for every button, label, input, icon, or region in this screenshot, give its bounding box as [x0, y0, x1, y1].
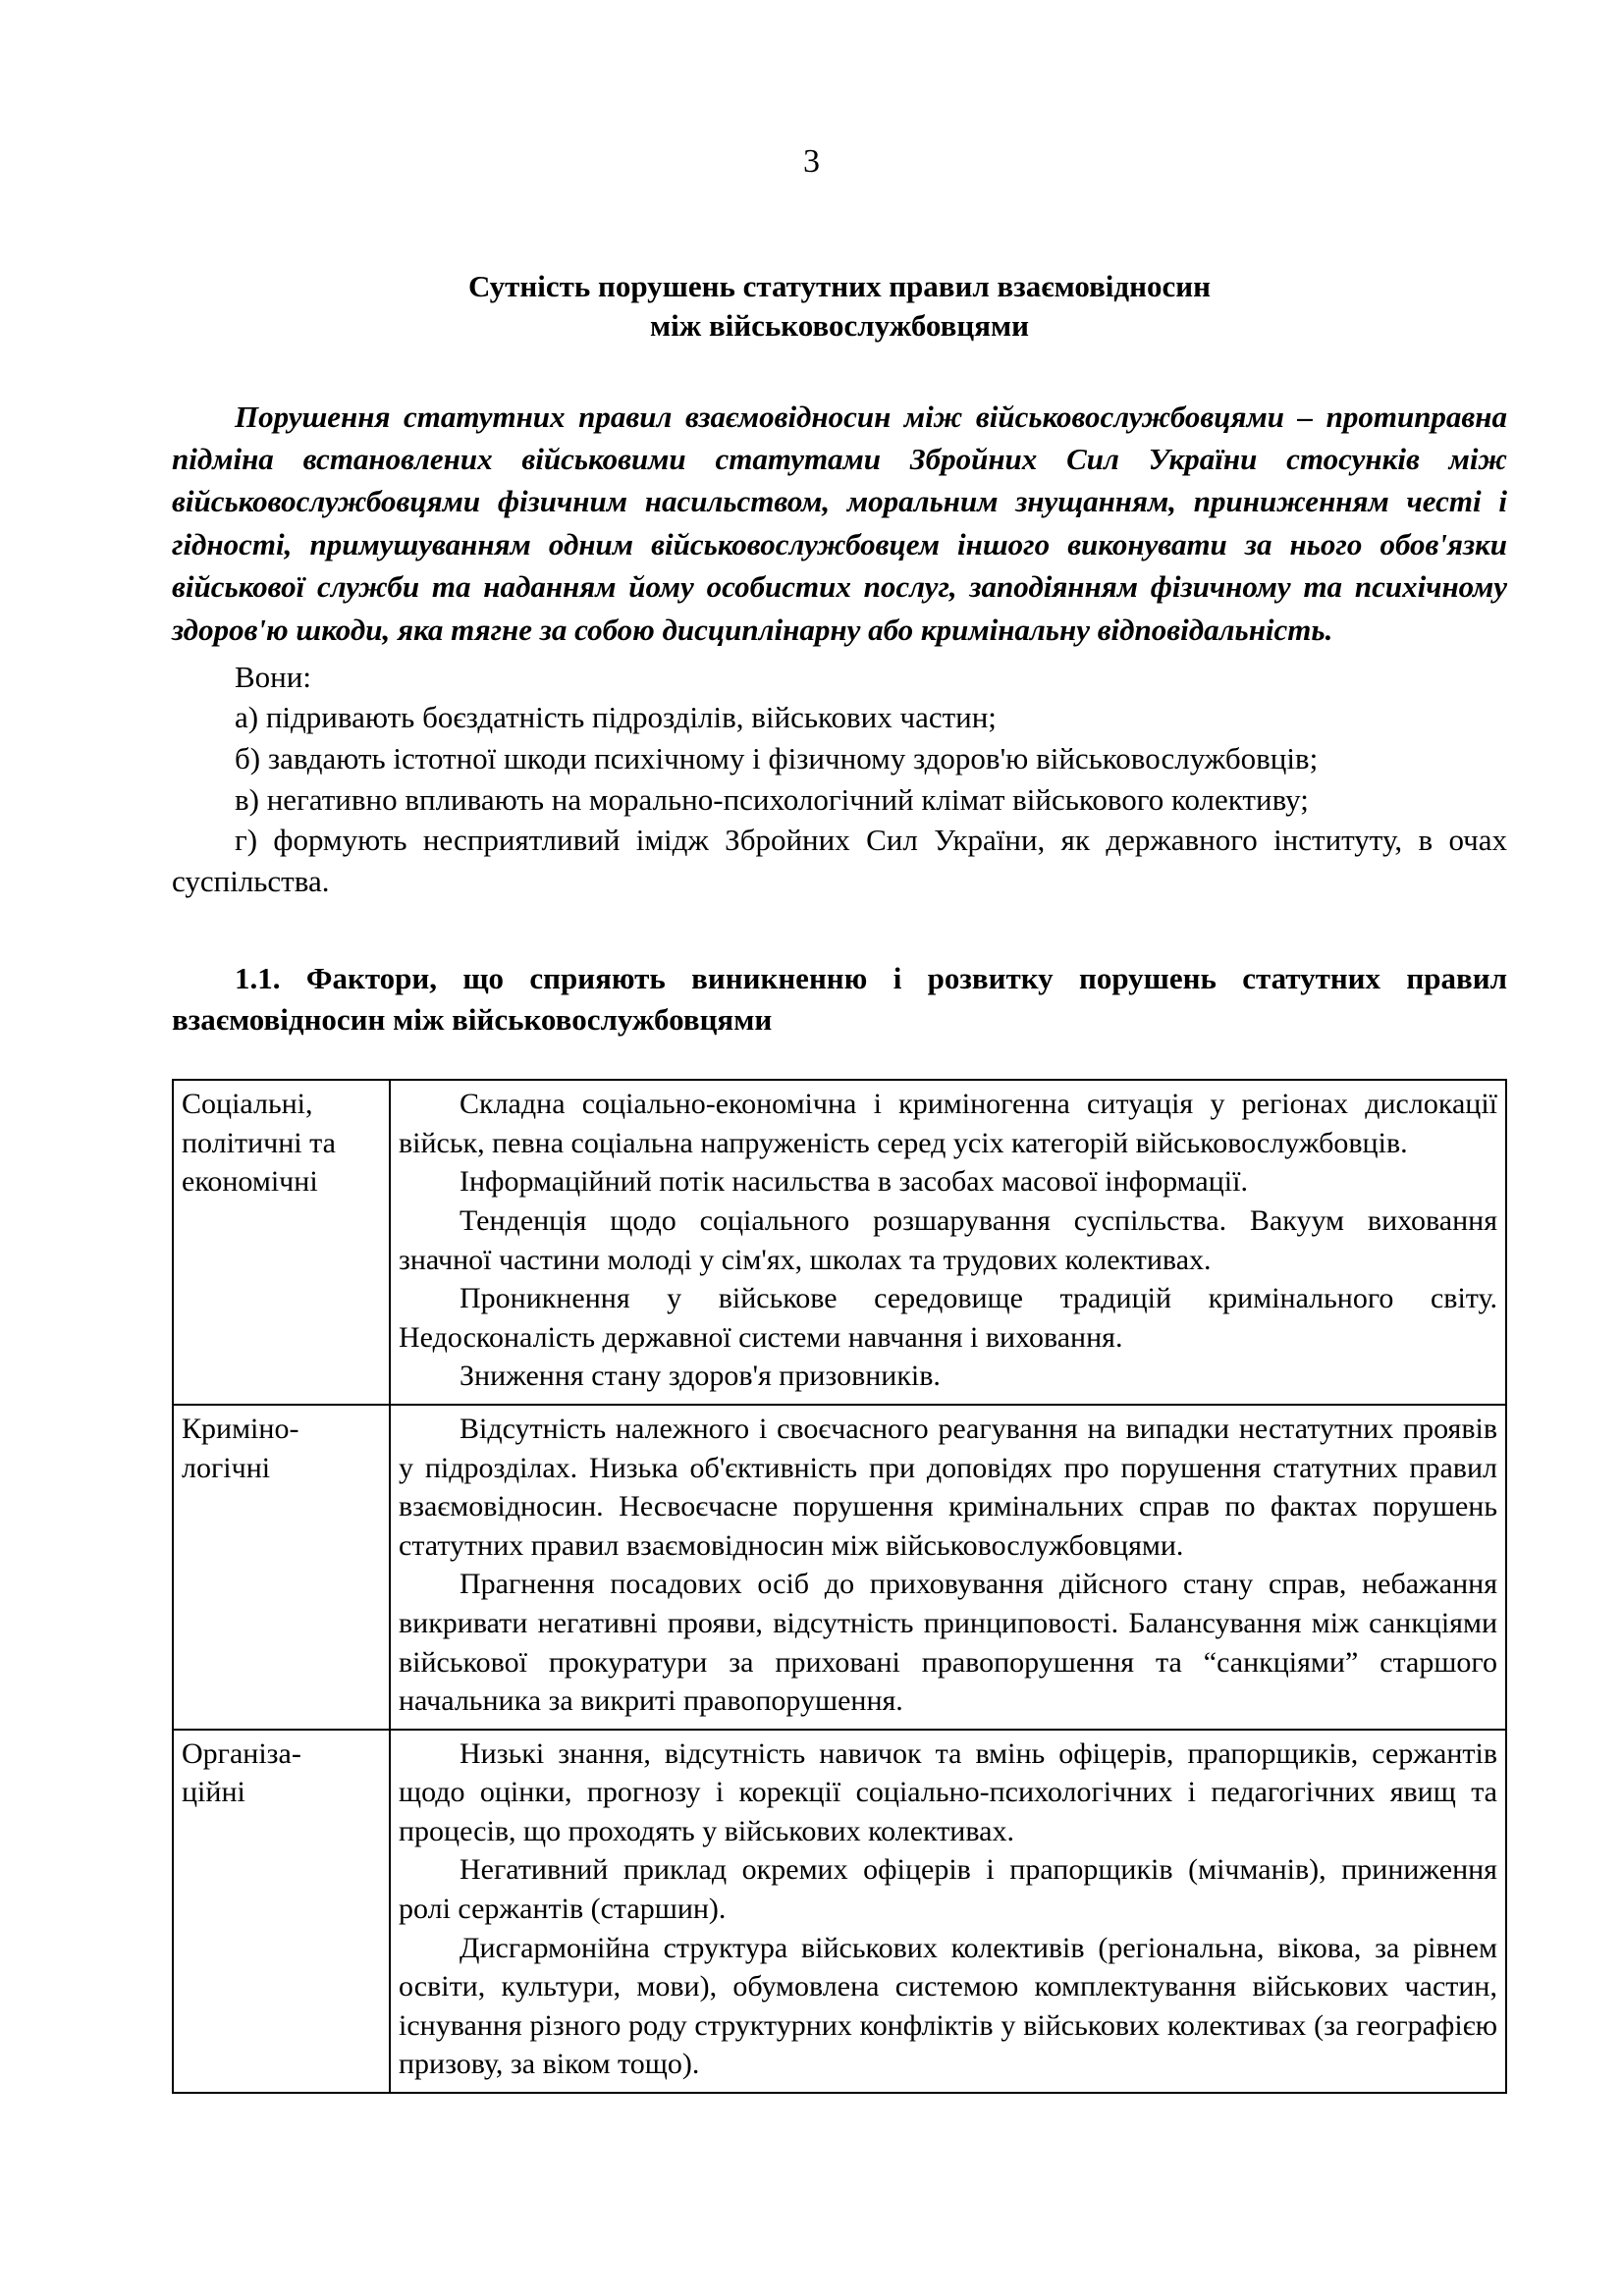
- table-cell-paragraph: Дисгармонійна структура військових колективів (регіональна, вікова, за рівнем освіти, культури, мови), обумовлена системою комплектування військових частин, існування різного роду структурних конфліктів у військових колективах (за географією призову, за віком тощо).: [399, 1931, 1497, 2081]
- lead-paragraph: Порушення статутних правил взаємовідносин між військовослужбовцями – протиправна підміна встановлених військовими статутами Збройних Сил України стосунків між військовослужбовцями фізичним насильством, моральним знущанням, приниженням честі і гідності, примушуванням одним військовослужбовцем іншого виконувати за нього обов'язки військової служби та наданням йому особистих послуг, заподіянням фізичному та психічному здоров'ю шкоди, яка тягне за собою дисциплінарну або кримінальну відповідальність.: [172, 399, 1507, 647]
- table-cell-paragraph: Складна соціально-економічна і криміногенна ситуація у регіонах дислокації військ, певна соціальна напруженість серед усіх категорій військовослужбовців.: [399, 1088, 1497, 1159]
- intro-item-b: б) завдають істотної шкоди психічному і фізичному здоров'ю військовослужбовців;: [235, 741, 1319, 775]
- table-cell-content: [390, 1080, 1506, 1405]
- table-row: [173, 1405, 1506, 1730]
- table-cell-paragraph: Інформаційний потік насильства в засобах масової інформації.: [460, 1165, 1248, 1199]
- page-title: [172, 267, 1507, 347]
- page-content: [172, 267, 1507, 2094]
- intro-block: [172, 657, 1507, 901]
- table-cell-paragraph: Зниження стану здоров'я призовників.: [460, 1360, 941, 1393]
- page-title-line-2: між військовослужбовцями: [649, 308, 1030, 344]
- section-heading-1-1: 1.1. Фактори, що сприяють виникненню і розвитку порушень статутних правил взаємовідносин між військовослужбовцями: [172, 961, 1507, 1037]
- table-cell-paragraph: Відсутність належного і своєчасного реагування на випадки нестатутних проявів у підрозділах. Низька об'єктивність при доповідях про порушення статутних правил взаємовідносин. Несвоєчасне порушення кримінальних справ по фактах порушень статутних правил взаємовідносин між військовослужбовцями.: [399, 1412, 1497, 1562]
- table-cell-paragraph: Низькі знання, відсутність навичок та вмінь офіцерів, прапорщиків, сержантів щодо оцінки, прогнозу і корекції соціально-психологічних і педагогічних явищ та процесів, що проходять у військових колективах.: [399, 1736, 1497, 1847]
- table-row: [173, 1730, 1506, 2093]
- table-cell-paragraph: Проникнення у військове середовище традицій кримінального світу. Недосконалість державної системи навчання і виховання.: [399, 1282, 1497, 1354]
- table-cell-paragraph: Прагнення посадових осіб до приховування дійсного стану справ, небажання викривати негативні прояви, відсутність принциповості. Балансування між санкціями військової прокуратури за приховані правопорушення та “санкціями” старшого начальника за викриті правопорушення.: [399, 1568, 1497, 1718]
- table-cell-content: [390, 1405, 1506, 1730]
- table-cell-category: Організа- ційні: [173, 1730, 390, 2093]
- intro-item-a: а) підривають боєздатність підрозділів, військових частин;: [235, 700, 997, 735]
- intro-item-d: г) формують несприятливий імідж Збройних Сил України, як державного інституту, в очах суспільства.: [172, 823, 1507, 898]
- table-cell-content: [390, 1730, 1506, 2093]
- intro-lead-in: Вони:: [235, 659, 311, 694]
- page-title-line-1: Сутність порушень статутних правил взаємовідносин: [468, 269, 1211, 303]
- table-cell-category: Соціальні, політичні та економічні: [173, 1080, 390, 1405]
- table-cell-paragraph: Тенденція щодо соціального розшарування суспільства. Вакуум виховання значної частини молоді у сім'ях, школах та трудових колективах.: [399, 1203, 1497, 1276]
- table-cell-paragraph: Негативний приклад окремих офіцерів і прапорщиків (мічманів), приниження ролі сержантів (старшин).: [399, 1853, 1497, 1926]
- intro-item-c: в) негативно впливають на морально-психологічний клімат військового колективу;: [235, 781, 1309, 817]
- table-cell-category: Криміно- логічні: [173, 1405, 390, 1730]
- page-number: 3: [803, 143, 820, 180]
- factors-table: [172, 1079, 1507, 2094]
- table-row: [173, 1080, 1506, 1405]
